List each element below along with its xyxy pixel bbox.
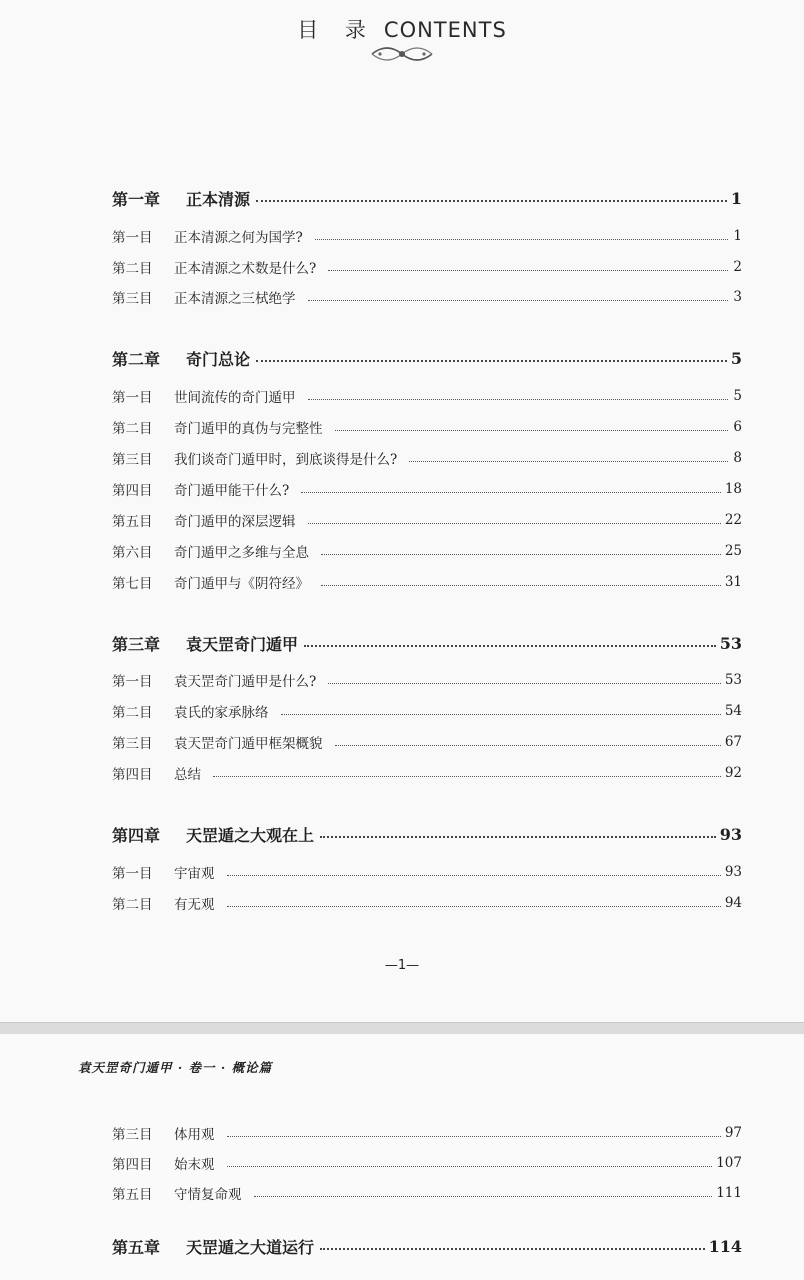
toc-leader-dots (256, 360, 727, 362)
toc-leader-dots (321, 585, 721, 586)
toc-entry-title: 袁氏的家承脉络 (174, 705, 269, 721)
toc-leader-dots (308, 399, 729, 400)
toc-leader-dots (304, 645, 716, 647)
toc-section-row (112, 224, 742, 248)
toc-entry-title: 守情复命观 (174, 1187, 242, 1203)
toc-chapter-row (112, 1234, 742, 1258)
toc-section-row (112, 477, 742, 501)
toc-entry-title: 奇门遁甲之多维与全息 (174, 545, 309, 561)
toc-entry-title: 正本清源 (186, 189, 251, 209)
toc-entry-title: 袁天罡奇门遁甲是什么? (174, 674, 317, 690)
toc-leader-dots (227, 906, 721, 907)
toc-entry-number: 第四目 (112, 483, 153, 499)
toc-entry-page: 2 (733, 259, 742, 275)
toc-leader-dots (328, 683, 721, 684)
toc-entry-number: 第二目 (112, 897, 153, 913)
toc-entry-page: 18 (724, 481, 742, 497)
toc-entry-page: 5 (730, 348, 742, 368)
toc-entry-title: 天罡遁之大道运行 (186, 1237, 315, 1257)
toc-title (0, 14, 804, 44)
toc-entry-page: 1 (730, 188, 742, 208)
toc-section-row (112, 508, 742, 532)
toc-page-2 (0, 1034, 804, 1280)
toc-entry-number: 第五目 (112, 514, 153, 530)
toc-entry-page: 53 (724, 672, 742, 688)
toc-section-row (112, 761, 742, 785)
toc-chapter-row (112, 822, 742, 846)
toc-entry-title: 宇宙观 (174, 866, 215, 882)
ornament-icon (368, 44, 436, 64)
page-number: —1— (384, 958, 420, 973)
toc-leader-dots (227, 1136, 721, 1137)
toc-section-row (112, 446, 742, 470)
toc-entry-page: 54 (724, 703, 742, 719)
toc-entry-page: 6 (733, 419, 742, 435)
toc-section-row (112, 415, 742, 439)
toc-leader-dots (308, 300, 729, 301)
toc-leader-dots (315, 239, 728, 240)
toc-section-row (112, 384, 742, 408)
toc-entry-title: 奇门遁甲的深层逻辑 (174, 514, 296, 530)
toc-entry-title: 正本清源之何为国学? (174, 230, 303, 246)
toc-entry-title: 世间流传的奇门遁甲 (174, 390, 296, 406)
toc-entry-title: 有无观 (174, 897, 215, 913)
running-head: 袁天罡奇门遁甲 · 卷一 · 概论篇 (78, 1060, 273, 1075)
toc-chapter-row (112, 346, 742, 370)
toc-section-row (112, 891, 742, 915)
toc-entry-title: 天罡遁之大观在上 (186, 825, 315, 845)
toc-entry-page: 53 (719, 633, 742, 653)
toc-section-row (112, 285, 742, 309)
toc-leader-dots (328, 270, 728, 271)
toc-entry-page: 5 (733, 388, 742, 404)
toc-entry-title: 奇门总论 (186, 349, 251, 369)
toc-entry-number: 第二目 (112, 705, 153, 721)
toc-entry-title: 袁天罡奇门遁甲 (186, 634, 299, 654)
toc-entry-number: 第六目 (112, 545, 153, 561)
toc-entry-number: 第一目 (112, 230, 153, 246)
toc-leader-dots (227, 1166, 713, 1167)
toc-section-row (112, 730, 742, 754)
toc-leader-dots (409, 461, 728, 462)
toc-leader-dots (301, 492, 721, 493)
toc-leader-dots (308, 523, 721, 524)
toc-entry-page: 97 (724, 1125, 742, 1141)
toc-entry-number: 第五目 (112, 1187, 153, 1203)
toc-entry-title: 总结 (174, 767, 201, 783)
toc-entry-number: 第七目 (112, 576, 153, 592)
toc-entry-number: 第一目 (112, 866, 153, 882)
toc-chapter-row (112, 631, 742, 655)
toc-leader-dots (320, 836, 716, 838)
toc-entry-page: 93 (719, 824, 742, 844)
toc-entry-page: 107 (716, 1155, 742, 1171)
toc-entry-number: 第一目 (112, 674, 153, 690)
toc-entry-page: 92 (724, 765, 742, 781)
toc-entry-number: 第二目 (112, 421, 153, 437)
toc-entry-page: 111 (716, 1185, 742, 1201)
toc-leader-dots (227, 875, 721, 876)
toc-entry-number: 第四目 (112, 1157, 153, 1173)
toc-section-row (112, 668, 742, 692)
toc-section-row (112, 570, 742, 594)
toc-leader-dots (335, 430, 729, 431)
toc-entry-number: 第三章 (112, 634, 161, 654)
toc-entry-number: 第四目 (112, 767, 153, 783)
toc-entry-number: 第二目 (112, 261, 153, 277)
toc-section-row (112, 539, 742, 563)
toc-leader-dots (213, 776, 721, 777)
toc-section-row (112, 1121, 742, 1145)
toc-entry-number: 第二章 (112, 349, 161, 369)
toc-leader-dots (254, 1196, 713, 1197)
toc-entry-page: 25 (724, 543, 742, 559)
toc-title-en: CONTENTS (383, 18, 507, 42)
toc-leader-dots (281, 714, 721, 715)
toc-entry-number: 第三目 (112, 452, 153, 468)
toc-entry-page: 1 (733, 228, 742, 244)
toc-entry-title: 奇门遁甲的真伪与完整性 (174, 421, 323, 437)
toc-entry-page: 31 (724, 574, 742, 590)
toc-leader-dots (256, 200, 727, 202)
toc-title-cn: 目 录 (297, 18, 376, 42)
toc-entry-number: 第一目 (112, 390, 153, 406)
toc-entry-number: 第三目 (112, 736, 153, 752)
toc-entry-title: 正本清源之三栻绝学 (174, 291, 296, 307)
toc-entry-page: 114 (708, 1236, 742, 1256)
toc-entry-page: 67 (724, 734, 742, 750)
toc-entry-page: 94 (724, 895, 742, 911)
toc-entry-number: 第三目 (112, 1127, 153, 1143)
toc-section-row (112, 1181, 742, 1205)
toc-entry-title: 奇门遁甲与《阴符经》 (174, 576, 309, 592)
toc-entry-page: 22 (724, 512, 742, 528)
toc-entry-title: 始末观 (174, 1157, 215, 1173)
toc-entry-number: 第一章 (112, 189, 161, 209)
toc-entry-title: 袁天罡奇门遁甲框架概貌 (174, 736, 323, 752)
toc-chapter-row (112, 186, 742, 210)
toc-leader-dots (335, 745, 721, 746)
toc-entry-title: 体用观 (174, 1127, 215, 1143)
toc-section-row (112, 255, 742, 279)
toc-entry-page: 93 (724, 864, 742, 880)
toc-section-row (112, 1151, 742, 1175)
toc-entry-page: 3 (733, 289, 742, 305)
toc-entry-number: 第三目 (112, 291, 153, 307)
toc-entry-number: 第五章 (112, 1237, 161, 1257)
toc-section-row (112, 699, 742, 723)
toc-entry-title: 我们谈奇门遁甲时，到底谈得是什么? (174, 452, 398, 468)
toc-entry-page: 8 (733, 450, 742, 466)
toc-leader-dots (321, 554, 721, 555)
toc-leader-dots (320, 1248, 705, 1250)
toc-section-row (112, 860, 742, 884)
toc-entry-title: 奇门遁甲能干什么? (174, 483, 290, 499)
toc-entry-title: 正本清源之术数是什么? (174, 261, 317, 277)
toc-entry-number: 第四章 (112, 825, 161, 845)
